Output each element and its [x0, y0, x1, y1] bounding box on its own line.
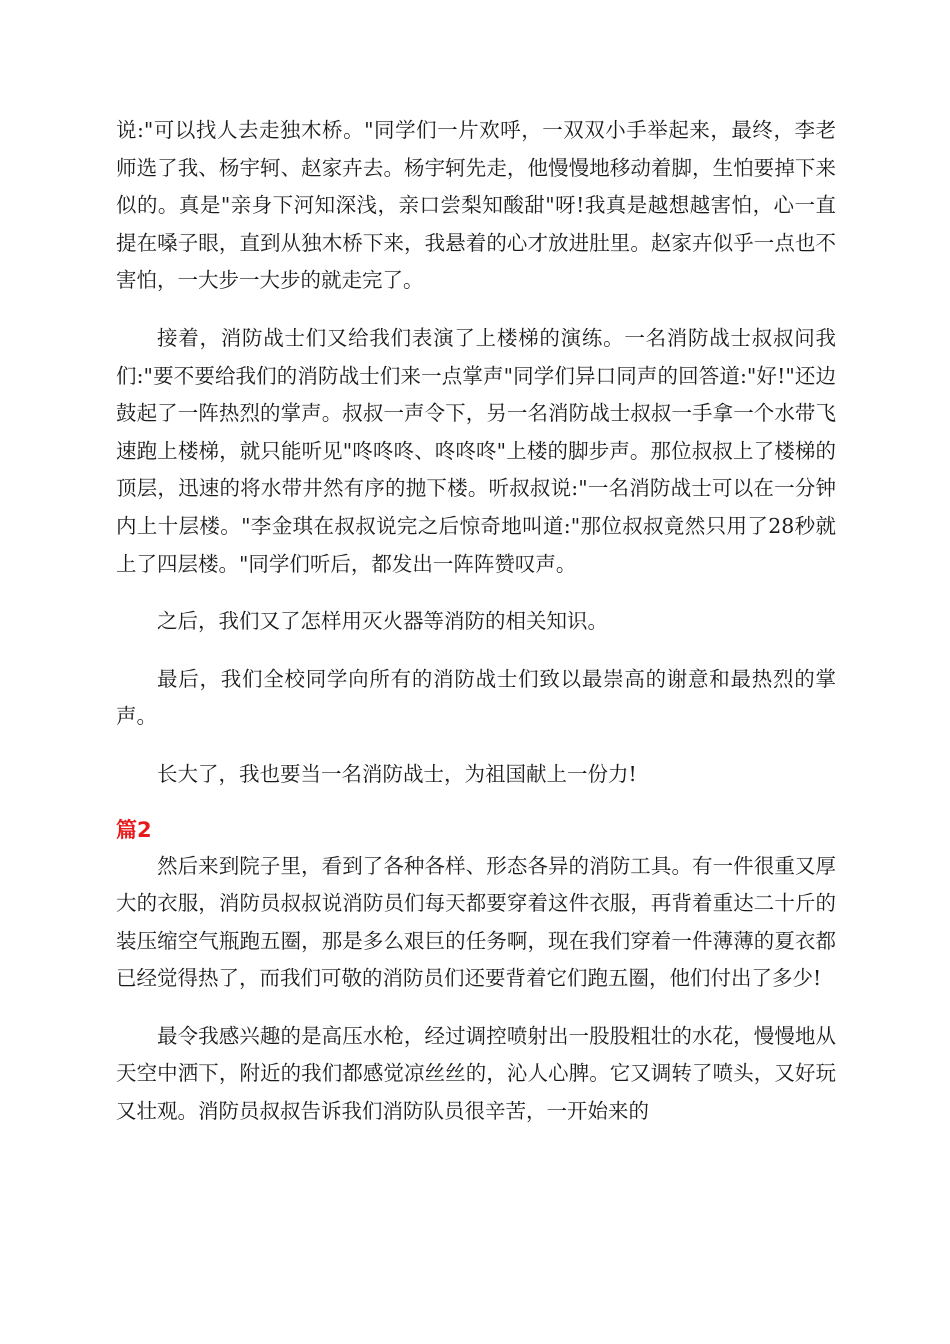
- document-page: [116, 112, 836, 1131]
- paragraph-yard-tools: 然后来到院子里，看到了各种各样、形态各异的消防工具。有一件很重又厚大的衣服，消防员叔叔说消防员们每天都要穿着这件衣服，再背着重达二十斤的装压缩空气瓶跑五圈，那是多么艰巨的任务啊，现在我们穿着一件薄薄的夏衣都已经觉得热了，而我们可敬的消防员们还要背着它们跑五圈，他们付出了多少!: [116, 853, 836, 991]
- paragraph-aspiration: 长大了，我也要当一名消防战士，为祖国献上一份力!: [157, 761, 637, 786]
- paragraph-water-cannon: 最令我感兴趣的是高压水枪，经过调控喷射出一股股粗壮的水花，慢慢地从天空中洒下，附近的我们都感觉凉丝丝的，沁人心脾。它又调转了喷头，又好玩又壮观。消防员叔叔告诉我们消防队员很辛苦，一开始来的: [116, 1023, 836, 1124]
- section-heading: 篇2: [116, 817, 152, 842]
- paragraph-thanks: 最后，我们全校同学向所有的消防战士们致以最崇高的谢意和最热烈的掌声。: [116, 666, 836, 729]
- paragraph-stairs-drill: 接着，消防战士们又给我们表演了上楼梯的演练。一名消防战士叔叔问我们:"要不要给我们的消防战士们来一点掌声"同学们异口同声的回答道:"好!"还边鼓起了一阵热烈的掌声。叔叔一声令下，另一名消防战士叔叔一手拿一个水带飞速跑上楼梯，就只能听见"咚咚咚、咚咚咚"上楼的脚步声。那位叔叔上了楼梯的顶层，迅速的将水带井然有序的抛下楼。听叔叔说:"一名消防战士可以在一分钟内上十层楼。"李金琪在叔叔说完之后惊奇地叫道:"那位叔叔竟然只用了28秒就上了四层楼。"同学们听后，都发出一阵阵赞叹声。: [116, 325, 836, 576]
- paragraph-extinguisher: 之后，我们又了怎样用灭火器等消防的相关知识。: [157, 609, 608, 634]
- paragraph-continuation: 说:"可以找人去走独木桥。"同学们一片欢呼，一双双小手举起来，最终，李老师选了我、杨宇轲、赵家卉去。杨宇轲先走，他慢慢地移动着脚，生怕要掉下来似的。真是"亲身下河知深浅，亲口尝梨知酸甜"呀!我真是越想越害怕，心一直提在嗓子眼，直到从独木桥下来，我悬着的心才放进肚里。赵家卉似乎一点也不害怕，一大步一大步的就走完了。: [116, 118, 836, 293]
